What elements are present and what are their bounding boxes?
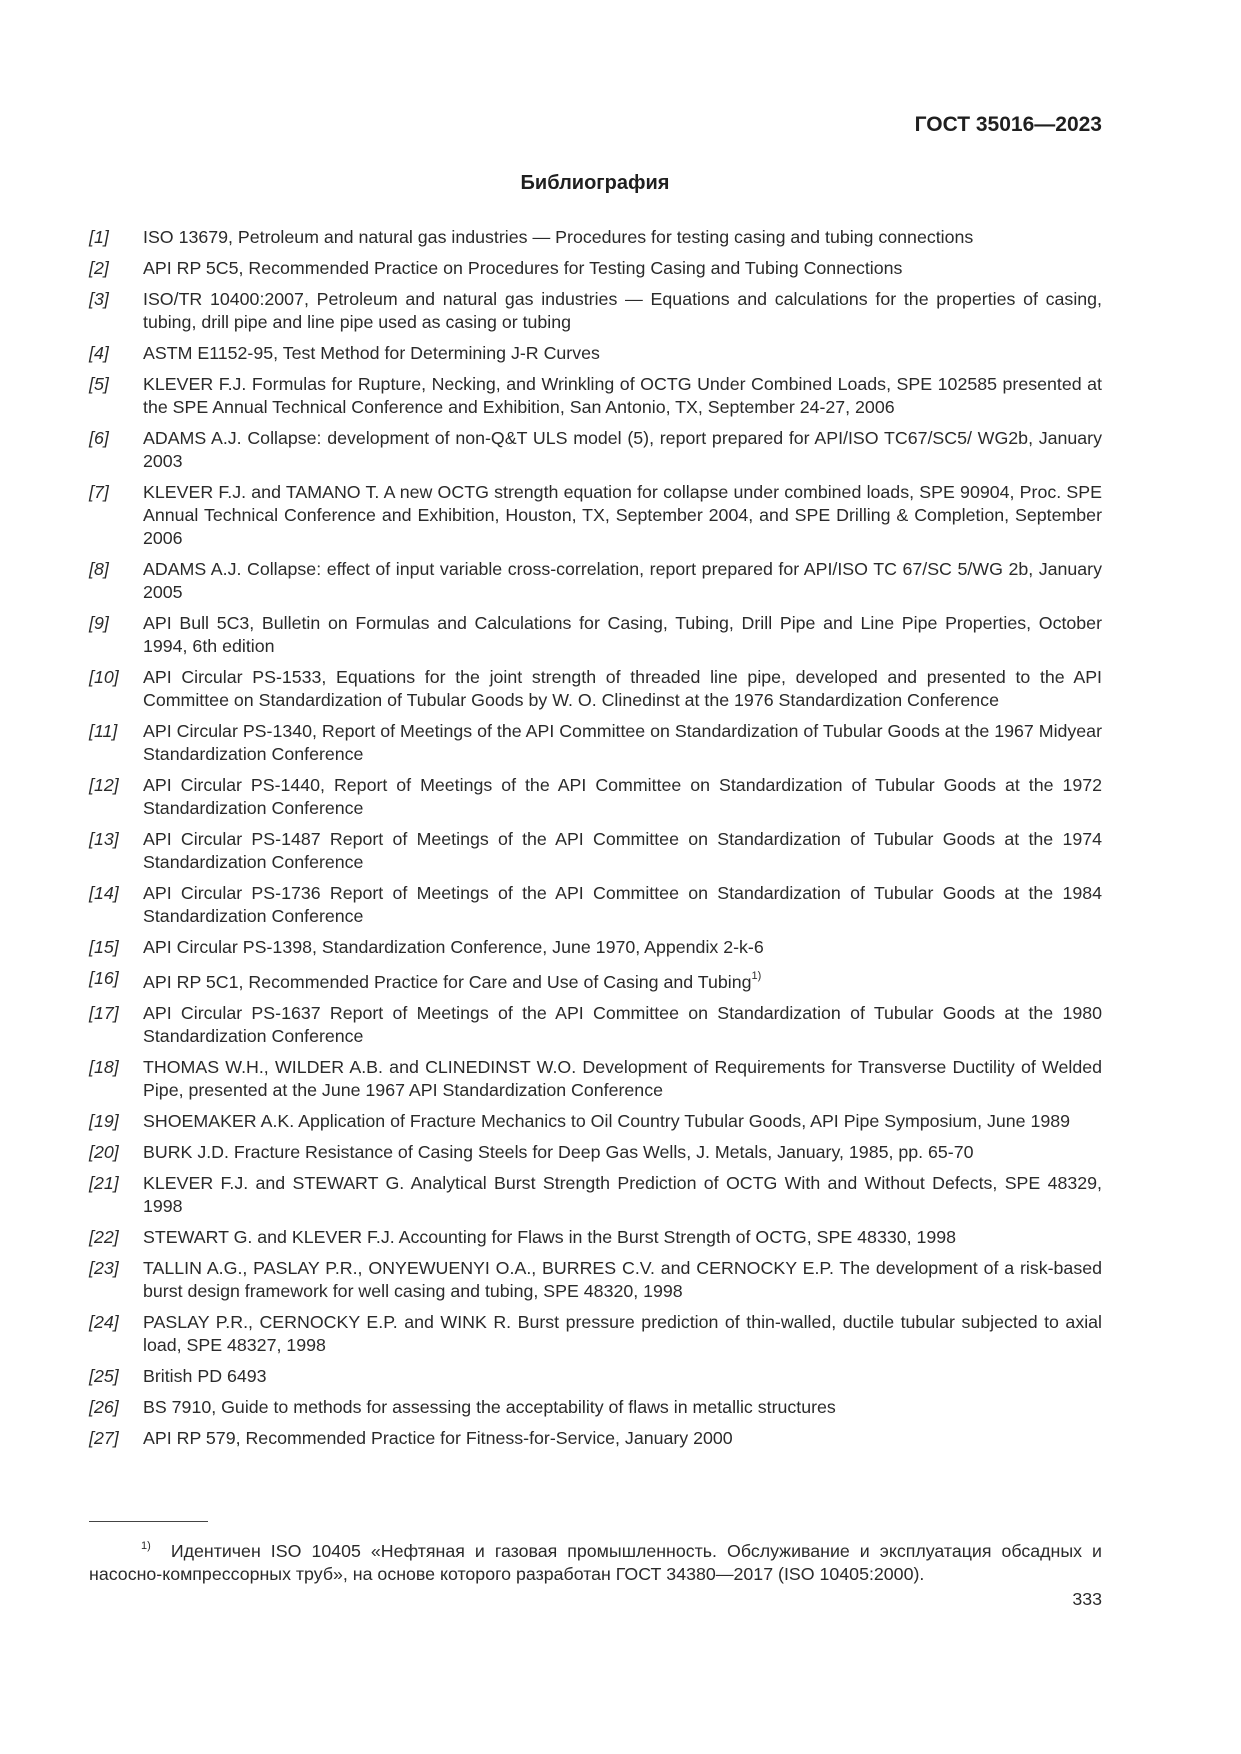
reference-text-block xyxy=(143,1141,1102,1164)
reference-text: British PD 6493 xyxy=(143,1365,267,1386)
reference-number: [8] xyxy=(89,559,109,579)
reference-item xyxy=(89,373,1102,419)
reference-text: API RP 5C5, Recommended Practice on Procedures for Testing Casing and Tubing Connections xyxy=(143,258,903,278)
reference-number: [25] xyxy=(89,1365,119,1386)
reference-text-block xyxy=(143,666,1102,712)
reference-item xyxy=(89,342,1102,365)
reference-text: API Circular PS-1340, Report of Meetings of the API Committee on Standardization of Tubular Goods at the 1967 Midyear Standardization Conference xyxy=(143,721,1102,764)
reference-text: TALLIN A.G., PASLAY P.R., ONYEWUENYI O.A., BURRES C.V. and CERNOCKY E.P. The development of a risk-based burst design framework for well casing and tubing, SPE 48320, 1998 xyxy=(143,1257,1102,1301)
reference-text-block xyxy=(143,1365,1102,1388)
reference-text: API Circular PS-1440, Report of Meetings of the API Committee on Standardization of Tubular Goods at the 1972 Standardization Conference xyxy=(143,775,1102,818)
reference-number: [1] xyxy=(89,227,109,247)
reference-number: [3] xyxy=(89,289,109,309)
reference-item xyxy=(89,666,1102,712)
reference-number: [4] xyxy=(89,343,109,363)
footnote-reference-marker: 1) xyxy=(751,970,762,982)
reference-text-block xyxy=(143,373,1102,419)
reference-text-block xyxy=(143,774,1102,820)
reference-item xyxy=(89,967,1102,994)
reference-item xyxy=(89,1365,1102,1388)
reference-number: [18] xyxy=(89,1056,119,1077)
reference-text-block xyxy=(143,1396,1102,1419)
reference-text: KLEVER F.J. and TAMANO T. A new OCTG strength equation for collapse under combined loads, SPE 90904, Proc. SPE Annual Technical Conference and Exhibition, Houston, TX, September 2004, and SPE Drilling & Completion, September 2006 xyxy=(143,482,1102,548)
reference-number: [2] xyxy=(89,258,109,278)
reference-text-block xyxy=(143,1056,1102,1102)
reference-text-block xyxy=(143,427,1102,473)
page-title: Библиография xyxy=(520,172,670,194)
reference-text-block xyxy=(143,257,1102,280)
reference-item xyxy=(89,1110,1102,1133)
reference-text: API Circular PS-1637 Report of Meetings of the API Committee on Standardization of Tubular Goods at the 1980 Standardization Conference xyxy=(143,1002,1102,1046)
reference-text: STEWART G. and KLEVER F.J. Accounting for Flaws in the Burst Strength of OCTG, SPE 48330, 1998 xyxy=(143,1226,957,1247)
reference-item xyxy=(89,226,1102,249)
reference-text: KLEVER F.J. and STEWART G. Analytical Burst Strength Prediction of OCTG With and Without Defects, SPE 48329, 1998 xyxy=(143,1172,1102,1216)
reference-text-block xyxy=(143,226,1102,249)
reference-number: [13] xyxy=(89,829,119,849)
reference-item xyxy=(89,774,1102,820)
reference-item xyxy=(89,1311,1102,1357)
reference-text: API RP 5C1, Recommended Practice for Care and Use of Casing and Tubing xyxy=(143,971,752,992)
reference-item xyxy=(89,1427,1102,1450)
reference-text-block xyxy=(143,967,1102,994)
footnote-divider xyxy=(89,1521,208,1522)
reference-number: [23] xyxy=(89,1257,119,1278)
reference-text: API Bull 5C3, Bulletin on Formulas and Calculations for Casing, Tubing, Drill Pipe and Line Pipe Properties, October 1994, 6th edition xyxy=(143,613,1102,656)
reference-number: [22] xyxy=(89,1226,119,1247)
reference-item xyxy=(89,612,1102,658)
reference-number: [7] xyxy=(89,482,109,502)
reference-number: [27] xyxy=(89,1427,119,1448)
reference-text-block xyxy=(143,558,1102,604)
reference-number: [17] xyxy=(89,1002,119,1023)
document-id: ГОСТ 35016—2023 xyxy=(914,113,1102,136)
reference-item xyxy=(89,257,1102,280)
reference-text-block xyxy=(143,288,1102,334)
reference-text: ISO/TR 10400:2007, Petroleum and natural gas industries — Equations and calculations for the properties of casing, tubing, drill pipe and line pipe used as casing or tubing xyxy=(143,289,1102,332)
reference-item xyxy=(89,1257,1102,1303)
reference-number: [24] xyxy=(89,1311,119,1332)
reference-text: ADAMS A.J. Collapse: development of non-Q&T ULS model (5), report prepared for API/ISO TC67/SC5/ WG2b, January 2003 xyxy=(143,428,1102,471)
reference-number: [11] xyxy=(89,721,118,741)
reference-text-block xyxy=(143,1002,1102,1048)
reference-text: THOMAS W.H., WILDER A.B. and CLINEDINST W.O. Development of Requirements for Transverse Ductility of Welded Pipe, presented at the June 1967 API Standardization Conference xyxy=(143,1056,1102,1100)
reference-text-block xyxy=(143,1226,1102,1249)
reference-number: [6] xyxy=(89,428,109,448)
reference-text: SHOEMAKER A.K. Application of Fracture Mechanics to Oil Country Tubular Goods, API Pipe Symposium, June 1989 xyxy=(143,1110,1071,1131)
reference-number: [12] xyxy=(89,775,119,795)
reference-text: BURK J.D. Fracture Resistance of Casing Steels for Deep Gas Wells, J. Metals, January, 1985, pp. 65-70 xyxy=(143,1141,974,1162)
reference-text-block xyxy=(143,1427,1102,1450)
reference-item xyxy=(89,288,1102,334)
reference-number: [9] xyxy=(89,613,109,633)
reference-text-block xyxy=(143,612,1102,658)
reference-text: ASTM E1152-95, Test Method for Determining J-R Curves xyxy=(143,343,600,363)
reference-item xyxy=(89,882,1102,928)
reference-item xyxy=(89,1226,1102,1249)
reference-item xyxy=(89,558,1102,604)
reference-text: PASLAY P.R., CERNOCKY E.P. and WINK R. Burst pressure prediction of thin-walled, ductile tubular subjected to axial load, SPE 48327, 1998 xyxy=(143,1311,1102,1355)
reference-number: [16] xyxy=(89,968,119,988)
bibliography-list xyxy=(89,226,1102,1458)
reference-text-block xyxy=(143,1110,1102,1133)
reference-text: KLEVER F.J. Formulas for Rupture, Necking, and Wrinkling of OCTG Under Combined Loads, SPE 102585 presented at the SPE Annual Technical Conference and Exhibition, San Antonio, TX, September 24-27, 2006 xyxy=(143,374,1102,417)
reference-text-block xyxy=(143,720,1102,766)
reference-number: [15] xyxy=(89,937,119,957)
reference-text-block xyxy=(143,1172,1102,1218)
reference-item xyxy=(89,427,1102,473)
reference-item xyxy=(89,1056,1102,1102)
reference-item xyxy=(89,936,1102,959)
reference-item xyxy=(89,1396,1102,1419)
reference-text: BS 7910, Guide to methods for assessing the acceptability of flaws in metallic structures xyxy=(143,1396,836,1417)
reference-item xyxy=(89,1141,1102,1164)
reference-text-block xyxy=(143,481,1102,550)
reference-number: [20] xyxy=(89,1141,119,1162)
reference-item xyxy=(89,1172,1102,1218)
reference-text-block xyxy=(143,828,1102,874)
reference-number: [19] xyxy=(89,1110,119,1131)
reference-text: ISO 13679, Petroleum and natural gas industries — Procedures for testing casing and tubing connections xyxy=(143,227,974,247)
reference-item xyxy=(89,1002,1102,1048)
reference-number: [14] xyxy=(89,883,119,903)
reference-number: [10] xyxy=(89,667,119,687)
reference-number: [26] xyxy=(89,1396,119,1417)
footnote-marker: 1) xyxy=(141,1540,151,1552)
reference-text-block xyxy=(143,882,1102,928)
reference-item xyxy=(89,481,1102,550)
reference-text: API Circular PS-1736 Report of Meetings of the API Committee on Standardization of Tubular Goods at the 1984 Standardization Conference xyxy=(143,883,1102,926)
reference-text: API RP 579, Recommended Practice for Fitness-for-Service, January 2000 xyxy=(143,1427,733,1448)
reference-text: API Circular PS-1533, Equations for the joint strength of threaded line pipe, developed and presented to the API Committee on Standardization of Tubular Goods by W. O. Clinedinst at the 1976 Standardization Conference xyxy=(143,667,1102,710)
reference-item xyxy=(89,720,1102,766)
footnote xyxy=(89,1536,1102,1586)
page-number: 333 xyxy=(1072,1589,1102,1609)
reference-text: API Circular PS-1487 Report of Meetings of the API Committee on Standardization of Tubular Goods at the 1974 Standardization Conference xyxy=(143,829,1102,872)
reference-text-block xyxy=(143,936,1102,959)
reference-text-block xyxy=(143,1257,1102,1303)
footnote-text: Идентичен ISO 10405 «Нефтяная и газовая промышленность. Обслуживание и эксплуатация обсадных и насосно-компрессорных труб», на основе которого разработан ГОСТ 34380—2017 (ISO 10405:2000). xyxy=(89,1540,1102,1584)
reference-text: ADAMS A.J. Collapse: effect of input variable cross-correlation, report prepared for API/ISO TC 67/SC 5/WG 2b, January 2005 xyxy=(143,559,1102,602)
reference-number: [5] xyxy=(89,374,109,394)
reference-text-block xyxy=(143,1311,1102,1357)
reference-text: API Circular PS-1398, Standardization Conference, June 1970, Appendix 2-k-6 xyxy=(143,937,764,957)
reference-text-block xyxy=(143,342,1102,365)
reference-number: [21] xyxy=(89,1172,119,1193)
reference-item xyxy=(89,828,1102,874)
